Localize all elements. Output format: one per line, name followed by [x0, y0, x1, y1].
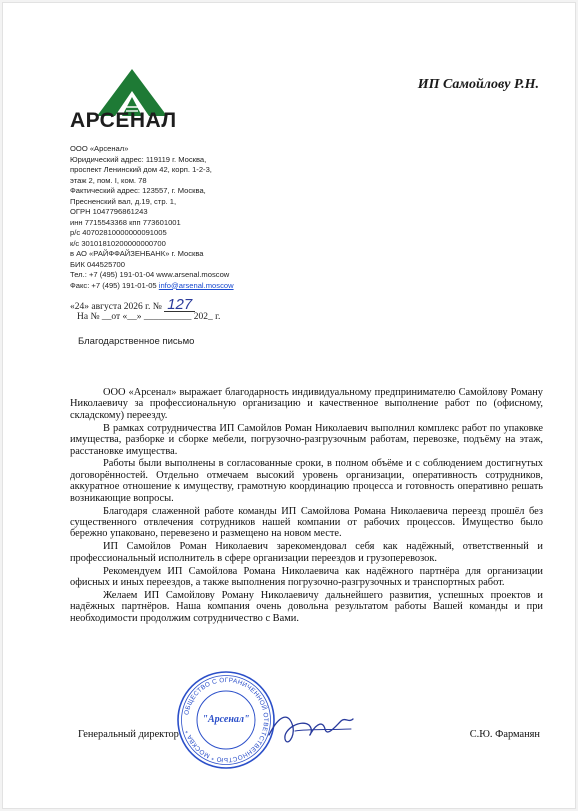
- body-paragraph: ООО «Арсенал» выражает благодарность индивидуальному предпринимателю Самойлову Роману Николаевичу за профессиональную организацию и качественное выполнение работ по (офисному, складскому) переезду.: [70, 387, 543, 421]
- requisite-line: проспект Ленинский дом 42, корп. 1-2-3,: [70, 165, 212, 174]
- requisite-line: ОГРН 1047796861243: [70, 207, 148, 216]
- requisite-line: Юридический адрес: 119119 г. Москва,: [70, 154, 207, 164]
- requisite-line: Тел.: +7 (495) 191-01-04 www.arsenal.moscow: [70, 270, 230, 279]
- body-paragraph: Желаем ИП Самойлову Роману Николаевичу дальнейшего развития, успешных проектов и надёжных партнёров. Наша компания очень довольна результатом работы Вашей команды и при необходимости продолжим сотрудничество с Вами.: [70, 589, 543, 624]
- reference-line: На № __от «__» __________ 202_ г.: [77, 312, 221, 322]
- company-stamp-icon: [176, 670, 276, 770]
- requisite-line: к/с 30101810200000000700: [70, 238, 166, 248]
- letter-body: [70, 387, 543, 626]
- requisite-line: этаж 2, пом. I, ком. 78: [70, 175, 147, 185]
- requisite-line: БИК 044525700: [70, 259, 125, 269]
- stamp-center-text: "Арсенал": [202, 714, 250, 725]
- body-paragraph: В рамках сотрудничества ИП Самойлов Роман Николаевич выполнил комплекс работ по упаковке имущества, разборке и сборке мебели, погрузочно-разгрузочным работам, перевозке, подъёму на этаж, расстановке имущества.: [70, 422, 543, 457]
- signatory-position: Генеральный директор: [78, 729, 179, 740]
- logo-wordmark: АРСЕНАЛ: [70, 109, 177, 132]
- email-link[interactable]: info@arsenal.moscow: [158, 280, 234, 290]
- letter-page: [2, 2, 576, 809]
- body-paragraph: Рекомендуем ИП Самойлова Романа Николаевича как надёжного партнёра для организации офисных и иных переездов, а также выполнения погрузочно-разгрузочных и транспортных работ.: [70, 565, 543, 588]
- letter-subject: Благодарственное письмо: [78, 336, 195, 347]
- company-requisites: [70, 144, 234, 291]
- date-prefix: «24» августа 2026 г. №: [70, 302, 162, 312]
- requisite-line: Пресненский вал, д.19, стр. 1,: [70, 196, 177, 206]
- requisite-line: в АО «РАЙФФАЙЗЕНБАНК» г. Москва: [70, 249, 204, 258]
- handwritten-signature-icon: [265, 703, 357, 753]
- document-number: 127: [164, 299, 195, 312]
- addressee: ИП Самойлову Р.Н.: [417, 77, 539, 92]
- requisite-line: ООО «Арсенал»: [70, 144, 129, 153]
- requisite-line: инн 7715543368 кпп 773601001: [70, 217, 181, 227]
- svg-text:ОБЩЕСТВО С ОГРАНИЧЕННОЙ ОТВЕТС: ОБЩЕСТВО С ОГРАНИЧЕННОЙ ОТВЕТСТВЕННОСТЬЮ * МОСКВА *: [183, 676, 270, 764]
- requisite-line: Фактический адрес: 123557, г. Москва,: [70, 186, 206, 195]
- body-paragraph: Работы были выполнены в согласованные сроки, в полном объёме и с соблюдением достигнутых договорённостей. Отдельно отмечаем высокий уровень организации, оперативность сотрудников, аккуратное отношение к имуществу, грамотную координацию процесса и готовность оперативно решать возникающие вопросы.: [70, 458, 543, 504]
- signatory-name: С.Ю. Фарманян: [469, 729, 540, 740]
- fax-line: [70, 281, 234, 292]
- date-line: [70, 296, 195, 313]
- fax-label: Факс: +7 (495) 191-01-05: [70, 280, 159, 290]
- body-paragraph: ИП Самойлов Роман Николаевич зарекомендовал себя как надёжный, ответственный и профессиональный исполнитель в сфере организации переездов и грузоперевозок.: [70, 541, 543, 564]
- body-paragraph: Благодаря слаженной работе команды ИП Самойлова Романа Николаевича переезд прошёл без существенного отвлечения сотрудников нашей компании от рабочих процессов. Имущество было бережно упаковано, перевезено и размещено на новом месте.: [70, 505, 543, 540]
- requisite-line: р/с 40702810000000091005: [70, 228, 167, 237]
